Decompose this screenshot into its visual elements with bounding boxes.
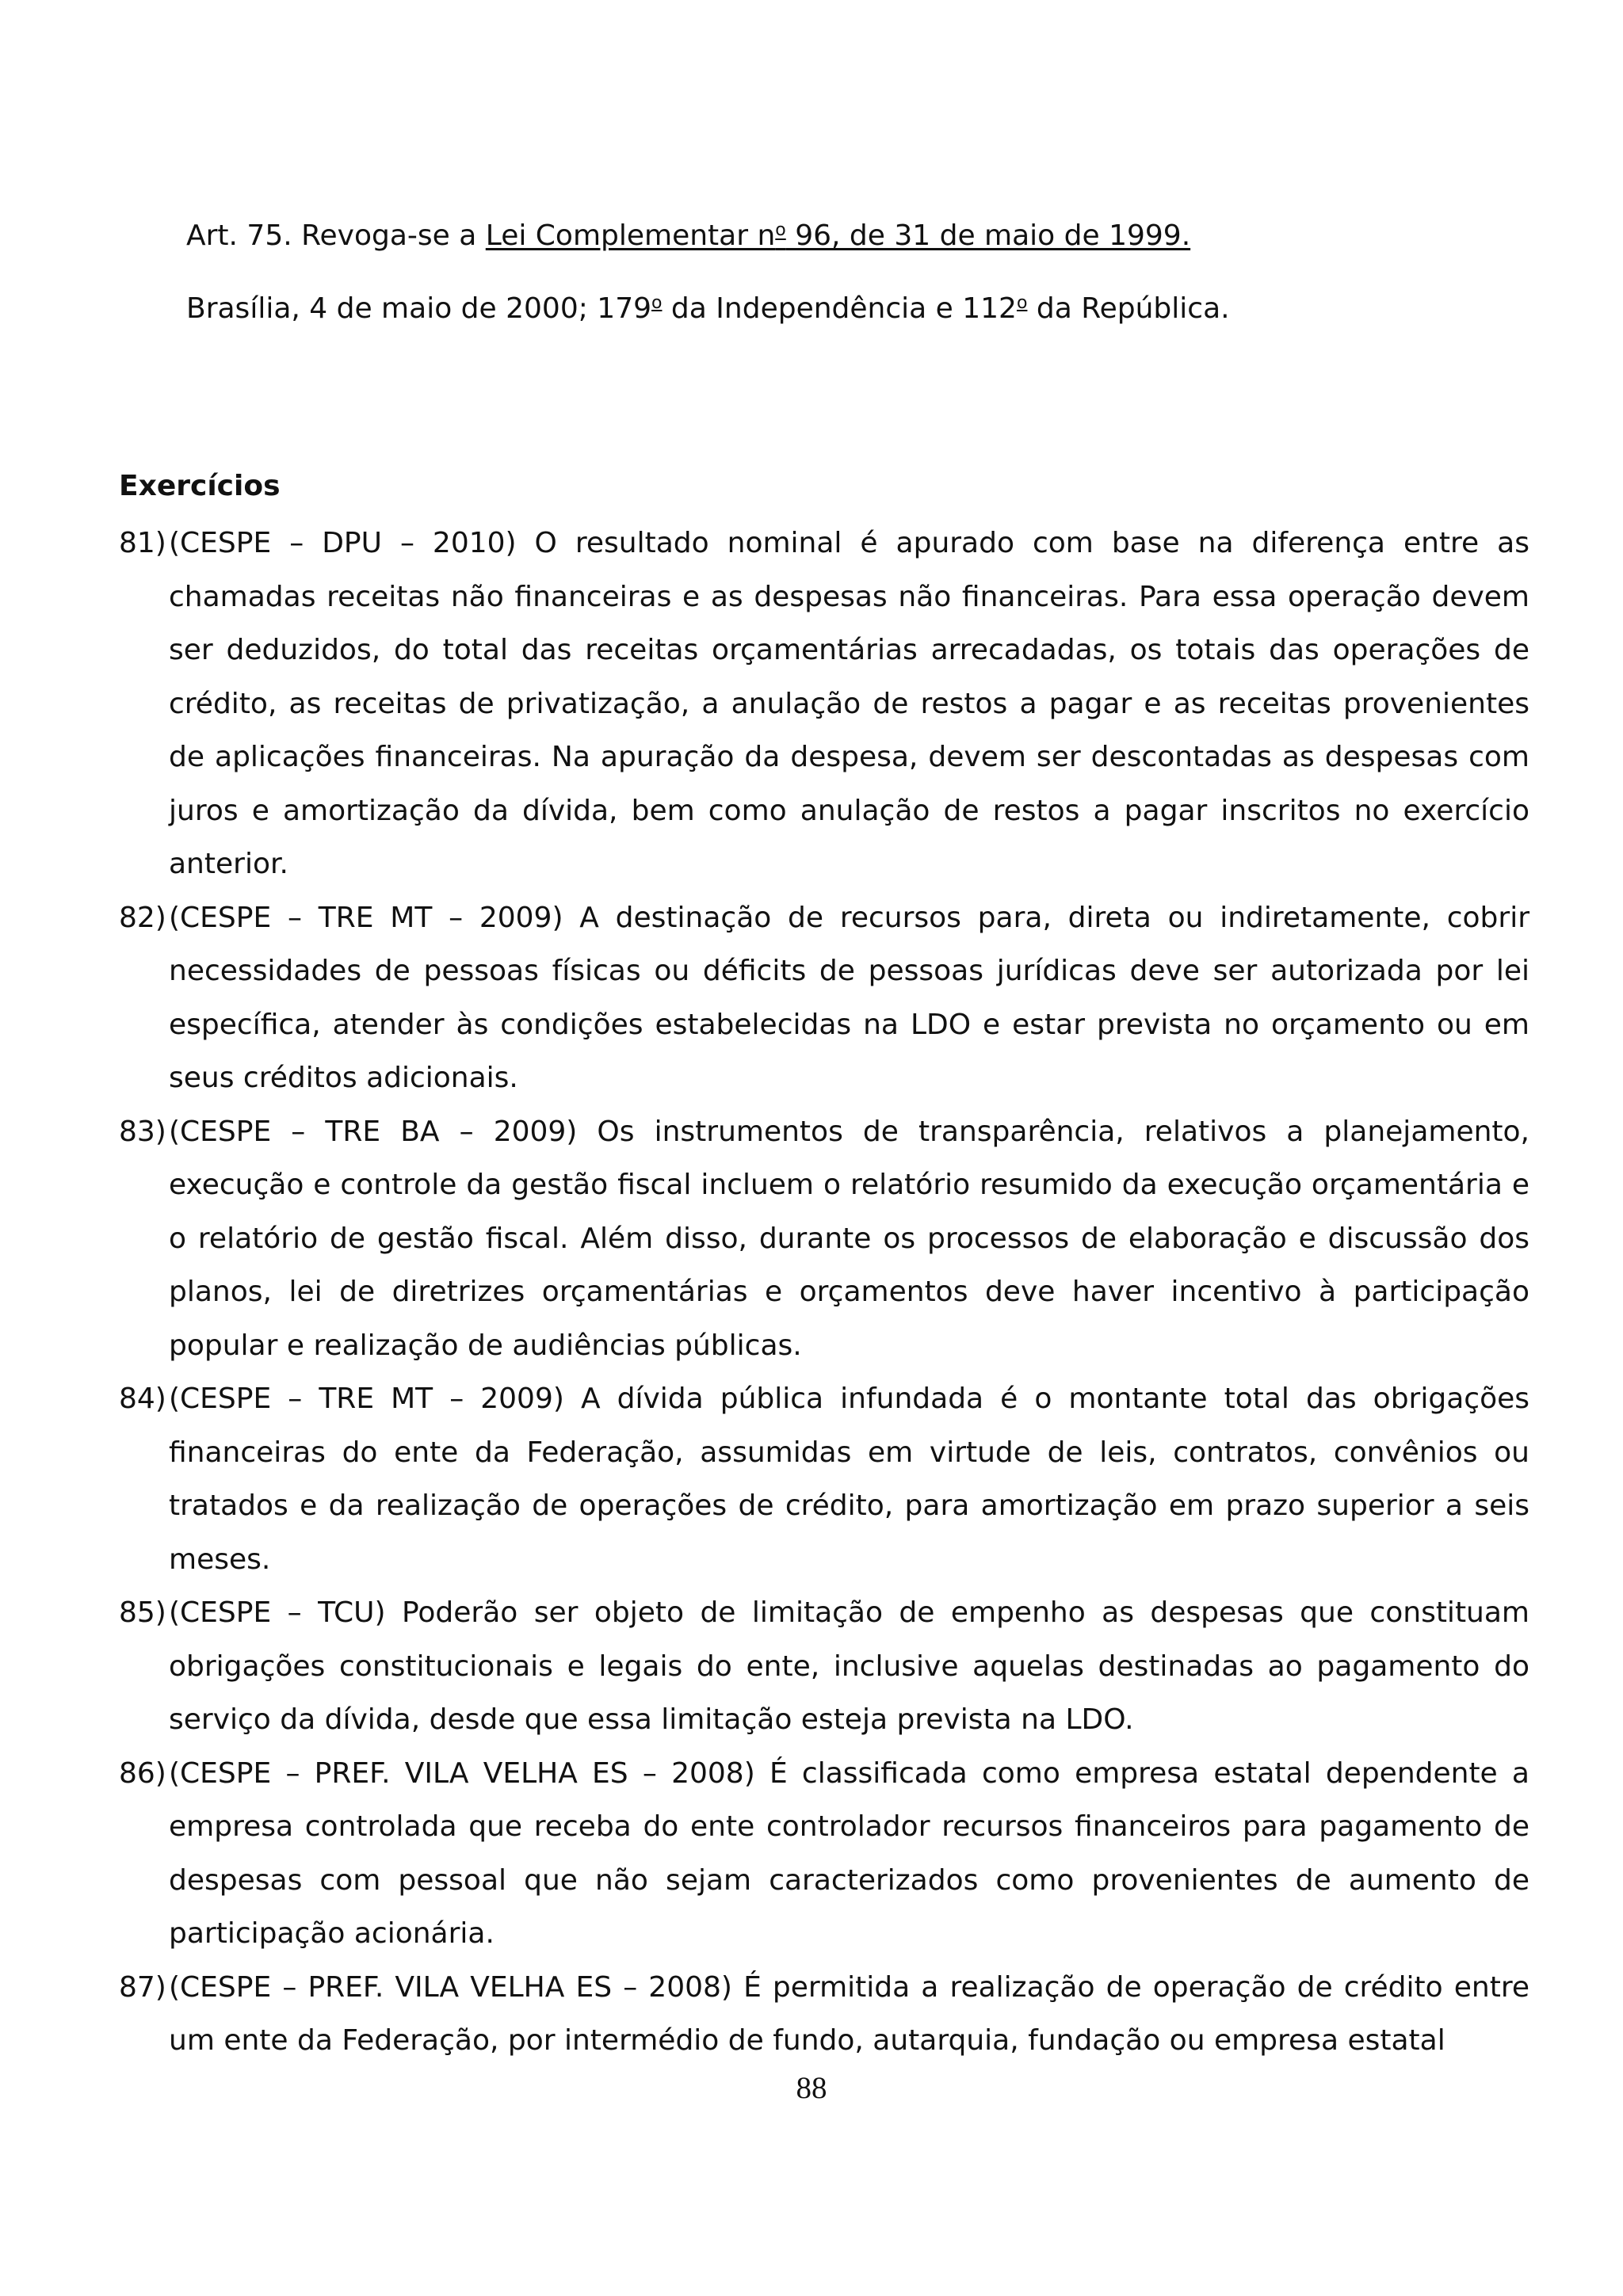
exercise-text: (CESPE – PREF. VILA VELHA ES – 2008) É classificada como empresa estatal dependente a empresa controlada que receba do ente controlador recursos financeiros para pagamento de despesas com pessoal que não sejam caracterizados como provenientes de aumento de participação acionária. — [169, 1756, 1529, 1950]
exercise-item-87 — [119, 1961, 1529, 2068]
exercise-number: 82) — [119, 901, 166, 934]
page-number: 88 — [796, 2071, 827, 2105]
exercise-text: (CESPE – TRE MT – 2009) A destinação de recursos para, direta ou indiretamente, cobrir necessidades de pessoas físicas ou déficits de pessoas jurídicas deve ser autorizada por lei específica, atender às condições estabelecidas na LDO e estar prevista no orçamento ou em seus créditos adicionais. — [169, 901, 1529, 1094]
section-title: Exercícios — [119, 470, 281, 502]
exercise-list — [119, 517, 1529, 2068]
exercise-item-85 — [119, 1586, 1529, 1747]
exercise-text: (CESPE – TRE BA – 2009) Os instrumentos de transparência, relativos a planejamento, execução e controle da gestão fiscal incluem o relatório resumido da execução orçamentária e o relatório de gestão fiscal. Além disso, durante os processos de elaboração e discussão dos planos, lei de diretrizes orçamentárias e orçamentos deve haver incentivo à participação popular e realização de audiências públicas. — [169, 1115, 1529, 1362]
article-75-line — [186, 217, 1190, 255]
law-link[interactable] — [486, 219, 1190, 252]
exercise-item-83 — [119, 1105, 1529, 1373]
exercise-number: 86) — [119, 1756, 166, 1790]
exercise-number: 81) — [119, 527, 166, 559]
signature-ordinal-2: o — [1016, 293, 1028, 313]
exercise-text: (CESPE – TCU) Poderão ser objeto de limitação de empenho as despesas que constituam obrigações constitucionais e legais do ente, inclusive aquelas destinadas ao pagamento do serviço da dívida, desde que essa limitação esteja prevista na LDO. — [169, 1596, 1529, 1736]
exercise-text: (CESPE – DPU – 2010) O resultado nominal é apurado com base na diferença entre as chamadas receitas não financeiras e as despesas não financeiras. Para essa operação devem ser deduzidos, do total das receitas orçamentárias arrecadadas, os totais das operações de crédito, as receitas de privatização, a anulação de restos a pagar e as receitas provenientes de aplicações financeiras. Na apuração da despesa, devem ser descontadas as despesas com juros e amortização da dívida, bem como anulação de restos a pagar inscritos no exercício anterior. — [169, 527, 1529, 880]
exercise-item-81 — [119, 517, 1529, 891]
law-link-ordinal: o — [775, 220, 786, 240]
signature-text-part1: Brasília, 4 de maio de 2000; 179 — [186, 292, 652, 325]
exercise-text: (CESPE – TRE MT – 2009) A dívida pública infundada é o montante total das obrigações financeiras do ente da Federação, assumidas em virtude de leis, contratos, convênios ou tratados e da realização de operações de crédito, para amortização em prazo superior a seis meses. — [169, 1383, 1529, 1576]
law-link-text-part2: 96, de 31 de maio de 1999. — [785, 219, 1191, 252]
exercise-number: 84) — [119, 1383, 166, 1415]
exercise-number: 85) — [119, 1596, 166, 1629]
exercise-item-82 — [119, 891, 1529, 1105]
signature-ordinal-1: o — [651, 293, 663, 313]
exercise-text: (CESPE – PREF. VILA VELHA ES – 2008) É permitida a realização de operação de crédito entre um ente da Federação, por intermédio de fundo, autarquia, fundação ou empresa estatal — [169, 1970, 1529, 2057]
signature-line — [186, 290, 1230, 328]
law-link-text-part1: Lei Complementar n — [485, 219, 776, 252]
exercise-item-84 — [119, 1372, 1529, 1586]
signature-text-part2: da Independência e 112 — [662, 292, 1017, 325]
article-75-text: Art. 75. Revoga-se a — [186, 219, 486, 252]
signature-text-part3: da República. — [1027, 292, 1230, 325]
exercise-number: 83) — [119, 1115, 166, 1148]
exercise-item-86 — [119, 1747, 1529, 1961]
exercise-number: 87) — [119, 1970, 166, 2004]
